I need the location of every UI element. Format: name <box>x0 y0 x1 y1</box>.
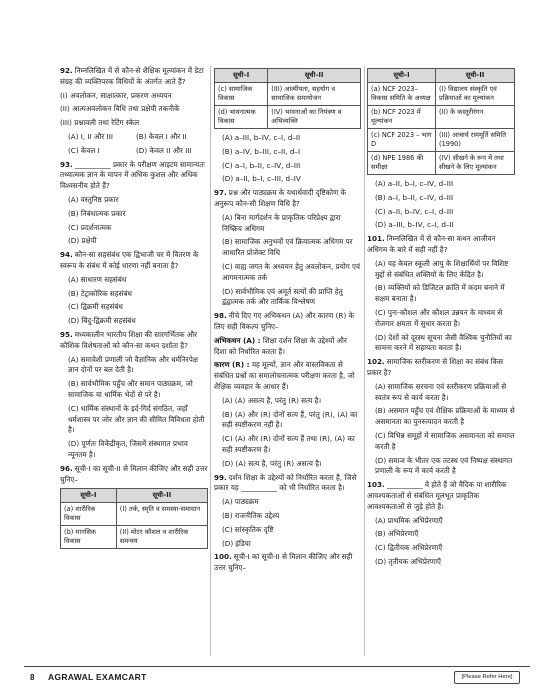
option[interactable]: (C) केवल I <box>68 145 100 155</box>
table-row: (c) सामाजिक विकास (III) आत्मीयता, सहयोग व सामाजिक समायोजन <box>215 83 361 106</box>
table-row: (d) NPE 1986 की समीक्षा (IV) सीखने के रूप में तथा सीखने के लिए मूल्यांकन <box>368 152 515 175</box>
option[interactable]: (D) पूर्णतः विकेंद्रीकृत, जिसमें संस्थागत प्रभाव न्यूनतम है। <box>68 439 188 459</box>
option[interactable]: (D) a–III, b–IV, c–I, d–II <box>375 220 454 230</box>
option[interactable]: (B) टेट्राकोरिक सहसंबंध <box>68 288 132 298</box>
question-95: 95. मध्यकालीन भारतीय शिक्षा की सारगर्भितक और कौशिक विशेषताओं को कौन-सा कथन दर्शाता है? (A) समावेशी प्रणाली जो वैज्ञानिक और धर्मनिरपेक्ष ज्ञान दोनों पर बल देती है। (B) सार्वभौमिक पहुँच और समान पाठ्यक्रम, जो सामाजिक या धार्मिक भेदों से परे है। (C) धार्मिक संस्थानों के इर्द-गिर्द संगठित, जहाँ धर्मशास्त्र पर जोर और ज्ञान की सीमित विविधता होती है। (D) पूर्णतः विकेंद्रीकृत, जिसमें संस्थागत प्रभाव न्यूनतम है। <box>60 330 208 461</box>
option[interactable]: (A) वस्तुनिष्ठ प्रकार <box>68 194 119 204</box>
option[interactable]: (C) (A) और (R) दोनों सत्य हैं तथा (R), (A) का सही स्पष्टीकरण है। <box>222 434 355 454</box>
option[interactable]: (A) I, II और III <box>68 131 113 141</box>
option[interactable]: (A) सामाजिक सरचना एवं स्तरीकरण प्रक्रियाओं से स्वतंत्र रूप से कार्य करता है। <box>375 381 507 402</box>
table-header: सूची–I <box>368 69 436 83</box>
option[interactable]: (A) प्राथमिक अभिप्रेरणाएँ <box>375 515 443 525</box>
table-header: सूची–I <box>215 69 268 83</box>
option[interactable]: (C) a–I, b–II, c–IV, d–III <box>222 160 301 170</box>
option[interactable]: (B) केवल I और II <box>136 131 187 141</box>
option[interactable]: (C) a–II, b–IV, c–I, d–III <box>375 206 454 216</box>
column-divider <box>210 66 211 656</box>
option[interactable]: (A) समावेशी प्रणाली जो वैज्ञानिक और धर्मनिरपेक्ष ज्ञान दोनों पर बल देती है। <box>68 354 198 375</box>
reason: कारण (R) : यह मूल्यों, ज्ञान और वास्तविकता से संबंधित प्रश्नों का समालोचनात्मक परीक्षण करता है, जो शैक्षिक व्यवहार के आधार हैं। <box>214 360 355 391</box>
column-middle <box>214 66 361 577</box>
option[interactable]: (A) a–III, b–IV, c–I, d–II <box>222 133 301 142</box>
table-row: (a) शारीरिक विकास (I) तर्क, स्मृति व समस्या-समाधान <box>61 503 208 526</box>
question-93: 93. __________ प्रकार के परीक्षण आइटम सामान्यतः तथ्यात्मक ज्ञान के मापन में अधिक कुशल और अधिक विश्वसनीय होते हैं? (A) वस्तुनिष्ठ प्रकार (B) निबंधात्मक प्रकार (C) प्रदर्शनात्मक (D) प्रक्षेपी <box>60 160 208 248</box>
page-number: 8 <box>30 673 35 682</box>
statement: (III) प्रश्नावली तथा रेटिंग स्केल <box>60 118 140 128</box>
option[interactable]: (D) बिंदु-द्विक्रमी सहसंबंध <box>68 316 136 326</box>
table-row: (a) NCF 2023–विकास समिति के अध्यक्ष (I) विद्यालय संस्कृति एवं प्रक्रियाओं का मूल्यांकन <box>368 83 515 106</box>
option[interactable]: (D) समाज के भीतर एक तटस्थ एवं निष्पक्ष संस्थागत प्रणाली के रूप में कार्य करती है <box>375 455 513 476</box>
footer-rule <box>24 666 530 667</box>
footer-badge: [Please Refer Here] <box>454 671 520 684</box>
option[interactable]: (C) धार्मिक संस्थानों के इर्द-गिर्द संगठित, जहाँ धर्मशास्त्र पर जोर और ज्ञान की सीमित विविधता होती है। <box>68 403 205 435</box>
option[interactable]: (B) a–IV, b–III, c–II, d–I <box>222 146 301 156</box>
column-left <box>60 66 208 553</box>
option[interactable]: (B) व्यक्तियों को डिजिटल क्रांति में कदम बनाने में सक्षम बनाता है। <box>375 283 505 304</box>
table-row: (d) भावनात्मक विकास (IV) भावनाओं का नियंत्रण व अभिव्यक्ति <box>215 106 361 129</box>
option[interactable]: (D) a–II, b–I, c–III, d–IV <box>222 174 301 184</box>
option[interactable]: (B) (A) और (R) दोनों सत्य हैं, परंतु (R), (A) का सही स्पष्टीकरण नहीं है। <box>222 409 358 430</box>
option[interactable]: (C) द्वितीयक अभिप्रेरणाएँ <box>375 543 443 553</box>
table-header: सूची–II <box>116 489 207 503</box>
option[interactable]: (B) सार्वभौमिक पहुँच और समान पाठ्यक्रम, जो सामाजिक या धार्मिक भेदों से परे है। <box>68 379 193 399</box>
statement: (I) अवलोकन, साक्षात्कार, प्रकरण अध्ययन <box>60 90 172 100</box>
table-row: (b) NCF 2023 में मूल्यांकन (II) के कस्तूरीरंगन <box>368 106 515 129</box>
option[interactable]: (D) इंडिया <box>222 538 251 548</box>
table-header: सूची–I <box>61 489 117 503</box>
question-100: 100. सूची-I का सूची-II से मिलान कीजिए और सही उत्तर चुनिए– <box>214 552 353 573</box>
question-100-continued <box>367 68 515 231</box>
question-98: 98. नीचे दिए गए अभिकथन (A) और कारण (R) के लिए सही विकल्प चुनिए– अभिकथन (A) : शिक्षा दर्शन शिक्षा के उद्देश्यों और दिशा को निर्धारित करता है। कारण (R) : यह मूल्यों, ज्ञान और वास्तविकता से संबंधित प्रश्नों का समालोचनात्मक परीक्षण करता है, जो शैक्षिक व्यवहार के आधार हैं। (A) (A) असत्य है, परंतु (R) सत्य है। (B) (A) और (R) दोनों सत्य हैं, परंतु (R), (A) का सही स्पष्टीकरण नहीं है। (C) (A) और (R) दोनों सत्य हैं तथा (R), (A) का सही स्पष्टीकरण है। (D) (A) सत्य है, परंतु (R) असत्य है। <box>214 311 361 469</box>
option[interactable]: (A) पाठ्यक्रम <box>222 497 259 507</box>
option[interactable]: (B) a–I, b–II, c–IV, d–III <box>375 192 454 202</box>
question-94: 94. कौन-सा सहसंबंध एक द्विभाजी चर में वितरण के स्वरूप के संबंध में कोई धारणा नहीं बनाता है? (A) साधारण सहसंबंध (B) टेट्राकोरिक सहसंबंध (C) द्विक्रमी सहसंबंध (D) बिंदु-द्विक्रमी सहसंबंध <box>60 250 208 327</box>
question-92: 92. निम्नलिखित में से कौन-से शैक्षिक मूल्यांकन में डेटा संग्रह की व्यक्तिपरक विधियों के अंतर्गत आते हैं? (I) अवलोकन, साक्षात्कार, प्रकरण अध्ययन (II) आत्मअवलोकन विधि तथा प्रक्षेपी तकनीकें (III) प्रश्नावली तथा रेटिंग स्केल (A) I, II और III (B) केवल I और II (C) केवल I (D) केवल II और III <box>60 66 208 160</box>
table-header: सूची–II <box>436 69 515 83</box>
question-101: 101. निम्नलिखित में से कौन-सा कथन आजीवन अधिगम के बारे में सही नहीं है? (A) यह केवल स्कूली आयु के शिक्षार्थियों पर विशिष्ट मुद्दों से संबंधित शक्तियों के लिए केंद्रित है। (B) व्यक्तियों को डिजिटल क्रांति में कदम बनाने में सक्षम बनाता है। (C) पुनः-कौशल और कौशल उन्नयन के माध्यम से रोजगार क्षमता में सुधार करता है। (D) देशों को दूरस्थ सूचना जैसी वैश्विक चुनौतियों का सामना करने में सहायता करता है। <box>367 234 515 354</box>
option[interactable]: (D) देशों को दूरस्थ सूचना जैसी वैश्विक चुनौतियों का सामना करने में सहायता करता है। <box>375 332 512 353</box>
table-header: सूची–II <box>268 69 361 83</box>
table-row: (c) NCF 2023 – भाग D (III) आचार्य राममूर्ति समिति (1990) <box>368 129 515 152</box>
option[interactable]: (D) केवल II और III <box>136 145 192 155</box>
match-table <box>367 68 515 175</box>
option[interactable]: (B) असमान पहुँच एवं शैक्षिक प्रक्रियाओं के माध्यम से असमानता का पुनरुत्पादन करती है <box>375 406 515 427</box>
option[interactable]: (B) राजनीतिक उद्देश्य <box>222 510 280 520</box>
column-divider <box>364 66 365 656</box>
question-99: 99. दर्शन शिक्षा के उद्देश्यों को निर्धारित करता है, जिसे प्रकार यह __________ को भी निर्धारित करता है। (A) पाठ्यक्रम (B) राजनीतिक उद्देश्य (C) सांस्कृतिक दृष्टि (D) इंडिया <box>214 472 357 548</box>
question-96-continued <box>214 68 361 185</box>
option[interactable]: (B) निबंधात्मक प्रकार <box>68 208 126 218</box>
page-footer <box>0 666 554 688</box>
option[interactable]: (D) सार्वभौमिक एवं अमूर्त सत्यों की प्राप्ति हेतु द्वंद्वात्मक तर्क और तार्किक विश्लेषण <box>222 286 343 307</box>
option[interactable]: (C) प्रदर्शनात्मक <box>68 222 112 232</box>
option[interactable]: (C) विभिन्न समूहों में सामाजिक असमानता को समाप्त करती है <box>375 430 515 451</box>
option[interactable]: (A) साधारण सहसंबंध <box>68 274 127 284</box>
option[interactable]: (D) प्रक्षेपी <box>68 236 97 246</box>
option[interactable]: (A) यह केवल स्कूली आयु के शिक्षार्थियों पर विशिष्ट मुद्दों से संबंधित शक्तियों के लिए केंद्रित है। <box>375 258 509 279</box>
option[interactable]: (B) सामाजिक अनुभवों एवं क्रियात्मक अधिगम पर आधारित प्रोजेक्ट विधि <box>222 237 353 258</box>
question-97: 97. प्रश्न और पाठ्यक्रम के यथार्थवादी दृष्टिकोण के अनुरूप कौन-सी शिक्षण विधि है? (A) बिना मार्गदर्शन के प्राकृतिक परिप्रेक्ष्य द्वारा निष्क्रिय अधिगम (B) सामाजिक अनुभवों एवं क्रियात्मक अधिगम पर आधारित प्रोजेक्ट विधि (C) वाह्य जगत के अध्ययन हेतु अवलोकन, प्रयोग एवं आगमनात्मक तर्क (D) सार्वभौमिक एवं अमूर्त सत्यों की प्राप्ति हेतु द्वंद्वात्मक तर्क और तार्किक विश्लेषण <box>214 188 361 307</box>
statement: (II) आत्मअवलोकन विधि तथा प्रक्षेपी तकनीकें <box>60 104 180 114</box>
option[interactable]: (D) तृतीयक अभिप्रेरणाएँ <box>375 556 441 566</box>
option[interactable]: (B) अभिप्रेरणाएँ <box>375 529 419 539</box>
option[interactable]: (A) (A) असत्य है, परंतु (R) सत्य है। <box>222 395 322 405</box>
column-right <box>367 66 515 571</box>
question-96: 96. सूची-I का सूची-II से मिलान कीजिए और सही उत्तर चुनिए– सूची–I सूची–II (a) शारीरिक विकास (I) तर्क, स्मृति व समस्या-समाधान (b) मानसिक विकास (II) मोटर कौशल व शारीरिक समन्वय <box>60 464 208 550</box>
match-table <box>60 488 208 549</box>
option[interactable]: (A) a–II, b–I, c–IV, d–III <box>375 179 454 188</box>
option[interactable]: (C) सांस्कृतिक दृष्टि <box>222 524 274 534</box>
option[interactable]: (C) वाह्य जगत के अध्ययन हेतु अवलोकन, प्रयोग एवं आगमनात्मक तर्क <box>222 261 361 282</box>
option[interactable]: (C) द्विक्रमी सहसंबंध <box>68 302 123 312</box>
match-table <box>214 68 361 129</box>
brand-logo: AGRAWAL EXAMCART <box>48 672 147 682</box>
option[interactable]: (D) (A) सत्य है, परंतु (R) असत्य है। <box>222 458 322 468</box>
question-102: 102. सामाजिक स्तरीकरण से शिक्षा का संबंध किस प्रकार है? (A) सामाजिक सरचना एवं स्तरीकरण प्रक्रियाओं से स्वतंत्र रूप से कार्य करता है। (B) असमान पहुँच एवं शैक्षिक प्रक्रियाओं के माध्यम से असमानता का पुनरुत्पादन करती है (C) विभिन्न समूहों में सामाजिक असमानता को समाप्त करती है (D) समाज के भीतर एक तटस्थ एवं निष्पक्ष संस्थागत प्रणाली के रूप में कार्य करती है <box>367 357 515 476</box>
question-103: 103. __________ वे होते हैं जो वैदिक या शारीरिक आवश्यकताओं से संबंधित मूलभूत प्राकृतिक आवश्यकताओं से जुड़े होते हैं। (A) प्राथमिक अभिप्रेरणाएँ (B) अभिप्रेरणाएँ (C) द्वितीयक अभिप्रेरणाएँ (D) तृतीयक अभिप्रेरणाएँ <box>367 480 515 568</box>
option[interactable]: (C) पुनः-कौशल और कौशल उन्नयन के माध्यम से रोजगार क्षमता में सुधार करता है। <box>375 307 503 328</box>
option[interactable]: (A) बिना मार्गदर्शन के प्राकृतिक परिप्रेक्ष्य द्वारा निष्क्रिय अधिगम <box>222 212 341 233</box>
table-row: (b) मानसिक विकास (II) मोटर कौशल व शारीरिक समन्वय <box>61 526 208 549</box>
assertion: अभिकथन (A) : शिक्षा दर्शन शिक्षा के उद्देश्यों और दिशा को निर्धारित करता है। <box>214 335 347 356</box>
